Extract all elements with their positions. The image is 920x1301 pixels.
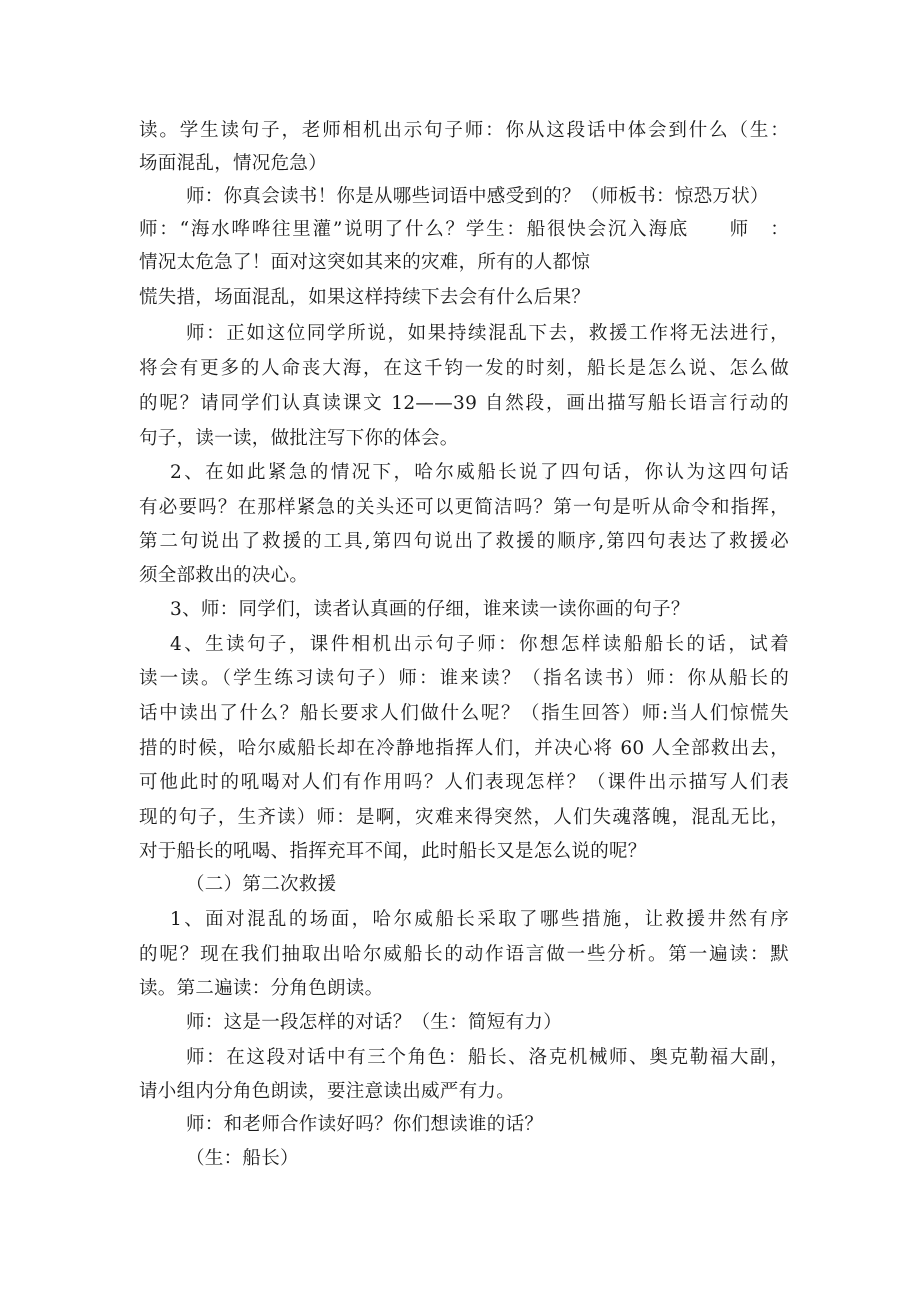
text-line: 师：正如这位同学所说，如果持续混乱下去，救援工作将无法进行， (186, 323, 789, 344)
section-heading: （二）第二次救援 (186, 874, 337, 895)
text-line: 3、师：同学们，读者认真画的仔细，谁来读一读你画的句子？ (170, 599, 690, 620)
text-line: 师：这是一段怎样的对话？（生：简短有力） (186, 1012, 563, 1033)
text-line: 师：和老师合作读好吗？你们想读谁的话？ (186, 1114, 544, 1135)
text-line: 1、面对混乱的场面，哈尔威船长采取了哪些措施，让救援井然有序 (170, 909, 789, 930)
text-line: 措的时候，哈尔威船长却在冷静地指挥人们，并决心将 60 人全部救出去， (139, 738, 789, 759)
text-line: 可他此时的吼喝对人们有作用吗？人们表现怎样？（课件出示描写人们表 (139, 772, 789, 793)
text-line: 请小组内分角色朗读，要注意读出威严有力。 (139, 1081, 516, 1102)
text-line: 对于船长的吼喝、指挥充耳不闻，此时船长又是怎么说的呢？ (139, 841, 647, 862)
text-line: 4、生读句子，课件相机出示句子师：你想怎样读船船长的话，试着 (170, 634, 789, 655)
text-line: 须全部救出的决心。 (139, 565, 309, 586)
text-line: （生：船长） (186, 1148, 299, 1169)
text-line: 将会有更多的人命丧大海，在这千钧一发的时刻，船长是怎么说、怎么做 (139, 358, 789, 379)
text-line: 读一读。（学生练习读句子）师：谁来读？（指名读书）师：你从船长的 (139, 668, 789, 689)
text-line: 句子，读一读，做批注写下你的体会。 (139, 428, 459, 449)
text-line: 师：你真会读书！你是从哪些词语中感受到的？（师板书：惊恐万状） (186, 186, 769, 207)
text-line: 有必要吗？在那样紧急的关头还可以更简洁吗？第一句是听从命令和指挥， (139, 497, 789, 518)
text-line: 情况太危急了！面对这突如其来的灾难，所有的人都惊 (139, 252, 591, 273)
text-line: 场面混乱，情况危急） (139, 153, 328, 174)
text-line: 师：“海水哗哗往里灌”说明了什么？学生：船很快会沉入海底 师 ： (139, 219, 789, 240)
text-line: 师：在这段对话中有三个角色：船长、洛克机械师、奥克勒福大副， (186, 1047, 789, 1068)
text-line: 读。学生读句子，老师相机出示句子师：你从这段话中体会到什么（生： (139, 120, 789, 141)
text-line: 慌失措，场面混乱，如果这样持续下去会有什么后果？ (139, 287, 591, 308)
text-line: 第二句说出了救援的工具,第四句说出了救援的顺序,第四句表达了救援必 (139, 531, 789, 552)
text-line: 话中读出了什么？船长要求人们做什么呢？（指生回答）师:当人们惊慌失 (139, 703, 789, 724)
text-line: 读。第二遍读：分角色朗读。 (139, 978, 384, 999)
text-line: 现的句子，生齐读）师：是啊，灾难来得突然，人们失魂落魄，混乱无比， (139, 807, 789, 828)
text-line: 的呢？请同学们认真读课文 12——39 自然段，画出描写船长语言行动的 (139, 393, 789, 414)
text-line: 的呢？现在我们抽取出哈尔威船长的动作语言做一些分析。第一遍读：默 (139, 944, 789, 965)
text-line: 2、在如此紧急的情况下，哈尔威船长说了四句话，你认为这四句话 (170, 462, 789, 483)
